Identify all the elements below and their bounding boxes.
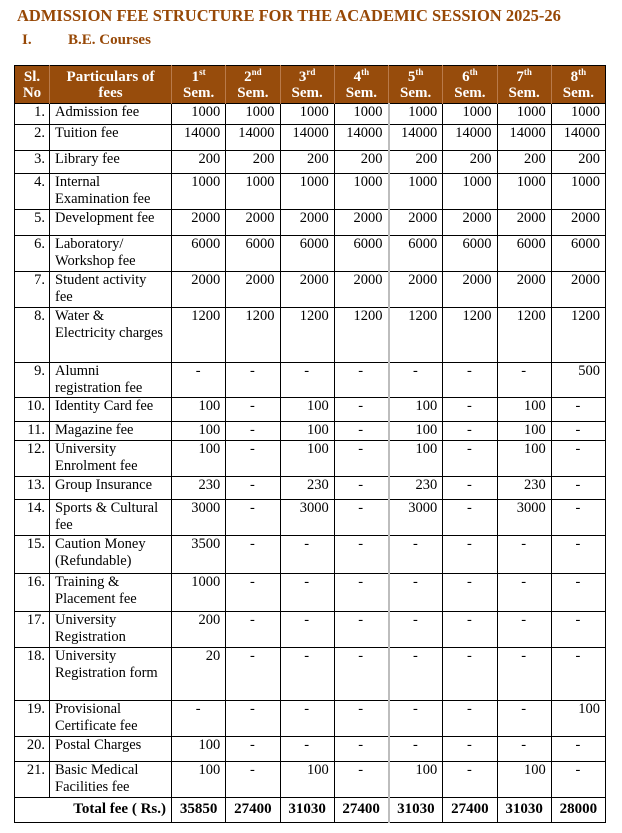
- row-particular: University Registration form: [50, 648, 172, 701]
- row-sem-7-value: 14000: [497, 125, 551, 151]
- row-sl-no: 9.: [15, 363, 50, 398]
- row-sem-1-value: 100: [172, 737, 226, 762]
- row-sem-6-value: 2000: [443, 272, 497, 308]
- row-sem-1-value: 200: [172, 151, 226, 174]
- row-sem-5-value: -: [389, 363, 443, 398]
- row-particular: Caution Money (Refundable): [50, 536, 172, 574]
- row-sem-3-value: 3000: [280, 500, 334, 536]
- total-label: Total fee ( Rs.): [15, 798, 172, 823]
- row-sem-8-value: 2000: [551, 210, 605, 236]
- row-sem-3-value: 1000: [280, 104, 334, 125]
- total-sem-8: 28000: [551, 798, 605, 823]
- table-row: [15, 398, 606, 422]
- row-particular: Internal Examination fee: [50, 174, 172, 210]
- row-sem-6-value: -: [443, 422, 497, 441]
- row-sem-2-value: 1000: [226, 104, 280, 125]
- row-sem-4-value: 1000: [334, 174, 388, 210]
- row-sem-1-value: 20: [172, 648, 226, 701]
- row-sem-1-value: 100: [172, 422, 226, 441]
- row-particular: Group Insurance: [50, 477, 172, 500]
- row-sem-5-value: -: [389, 612, 443, 648]
- total-sem-4: 27400: [334, 798, 388, 823]
- section-number: I.: [22, 32, 32, 48]
- row-sl-no: 4.: [15, 174, 50, 210]
- row-sem-1-value: 200: [172, 612, 226, 648]
- row-sem-8-value: 1000: [551, 174, 605, 210]
- row-sem-7-value: 1000: [497, 104, 551, 125]
- table-row: [15, 174, 606, 210]
- row-sem-8-value: -: [551, 762, 605, 798]
- row-sl-no: 17.: [15, 612, 50, 648]
- header-sem-2: 2nd Sem.: [226, 66, 280, 104]
- header-sem-6: 6th Sem.: [443, 66, 497, 104]
- row-sl-no: 5.: [15, 210, 50, 236]
- total-sem-2: 27400: [226, 798, 280, 823]
- row-sem-8-value: -: [551, 441, 605, 477]
- row-sl-no: 3.: [15, 151, 50, 174]
- table-header-row: [15, 66, 606, 104]
- row-sem-7-value: 1200: [497, 308, 551, 363]
- row-sem-8-value: -: [551, 500, 605, 536]
- row-sem-7-value: 100: [497, 441, 551, 477]
- row-sem-2-value: -: [226, 648, 280, 701]
- total-sem-7: 31030: [497, 798, 551, 823]
- row-sem-4-value: 200: [334, 151, 388, 174]
- row-sem-2-value: 200: [226, 151, 280, 174]
- table-row: [15, 441, 606, 477]
- row-sem-7-value: 6000: [497, 236, 551, 272]
- row-sem-2-value: 6000: [226, 236, 280, 272]
- table-row: [15, 612, 606, 648]
- row-sem-2-value: -: [226, 441, 280, 477]
- table-row: [15, 762, 606, 798]
- header-sem-5: 5th Sem.: [389, 66, 443, 104]
- row-sem-3-value: 100: [280, 398, 334, 422]
- row-sem-2-value: -: [226, 701, 280, 737]
- row-sem-8-value: -: [551, 398, 605, 422]
- table-row: [15, 210, 606, 236]
- row-sem-7-value: -: [497, 363, 551, 398]
- row-sem-1-value: 230: [172, 477, 226, 500]
- row-sem-1-value: 2000: [172, 210, 226, 236]
- row-sem-2-value: -: [226, 398, 280, 422]
- row-sl-no: 1.: [15, 104, 50, 125]
- table-row: [15, 574, 606, 612]
- row-sem-8-value: 500: [551, 363, 605, 398]
- row-sem-8-value: -: [551, 574, 605, 612]
- row-sem-5-value: -: [389, 648, 443, 701]
- table-row: [15, 737, 606, 762]
- row-sem-5-value: 100: [389, 422, 443, 441]
- row-sem-5-value: -: [389, 536, 443, 574]
- row-sem-5-value: 1000: [389, 104, 443, 125]
- row-sem-1-value: 1000: [172, 104, 226, 125]
- table-row: [15, 648, 606, 701]
- header-particulars: Particulars of fees: [50, 66, 172, 104]
- row-sem-3-value: 100: [280, 762, 334, 798]
- row-sem-1-value: 100: [172, 762, 226, 798]
- row-sem-7-value: 2000: [497, 272, 551, 308]
- row-sem-3-value: 200: [280, 151, 334, 174]
- row-sl-no: 20.: [15, 737, 50, 762]
- row-sem-3-value: 100: [280, 422, 334, 441]
- table-row: [15, 272, 606, 308]
- row-sl-no: 21.: [15, 762, 50, 798]
- row-sem-6-value: 1200: [443, 308, 497, 363]
- row-sem-6-value: 14000: [443, 125, 497, 151]
- row-sl-no: 7.: [15, 272, 50, 308]
- row-sem-8-value: 100: [551, 701, 605, 737]
- header-sem-8: 8th Sem.: [551, 66, 605, 104]
- row-sem-4-value: -: [334, 398, 388, 422]
- row-sem-3-value: -: [280, 648, 334, 701]
- row-sem-7-value: -: [497, 701, 551, 737]
- row-particular: Student activity fee: [50, 272, 172, 308]
- row-sem-7-value: -: [497, 536, 551, 574]
- row-sem-4-value: -: [334, 762, 388, 798]
- row-sem-8-value: -: [551, 477, 605, 500]
- row-sem-3-value: -: [280, 737, 334, 762]
- row-sem-3-value: 100: [280, 441, 334, 477]
- row-sem-3-value: 14000: [280, 125, 334, 151]
- row-particular: Water & Electricity charges: [50, 308, 172, 363]
- row-sem-1-value: 3500: [172, 536, 226, 574]
- row-sem-7-value: -: [497, 574, 551, 612]
- header-sem-3: 3rd Sem.: [280, 66, 334, 104]
- row-sem-5-value: 100: [389, 398, 443, 422]
- row-sem-8-value: 1000: [551, 104, 605, 125]
- row-sem-7-value: 230: [497, 477, 551, 500]
- row-sem-2-value: -: [226, 477, 280, 500]
- row-sem-5-value: 200: [389, 151, 443, 174]
- row-sem-4-value: -: [334, 701, 388, 737]
- row-sem-2-value: -: [226, 737, 280, 762]
- row-particular: Provisional Certificate fee: [50, 701, 172, 737]
- table-row: [15, 422, 606, 441]
- table-row: [15, 701, 606, 737]
- row-sl-no: 16.: [15, 574, 50, 612]
- row-sem-4-value: -: [334, 574, 388, 612]
- row-sem-4-value: -: [334, 500, 388, 536]
- table-row: [15, 308, 606, 363]
- row-sem-8-value: 2000: [551, 272, 605, 308]
- row-sem-7-value: 2000: [497, 210, 551, 236]
- row-sem-6-value: -: [443, 737, 497, 762]
- row-sl-no: 12.: [15, 441, 50, 477]
- table-body: [15, 104, 606, 823]
- row-sem-6-value: -: [443, 500, 497, 536]
- row-sem-2-value: -: [226, 363, 280, 398]
- table-row: [15, 477, 606, 500]
- row-sl-no: 11.: [15, 422, 50, 441]
- row-particular: Tuition fee: [50, 125, 172, 151]
- row-particular: Postal Charges: [50, 737, 172, 762]
- row-sem-1-value: 2000: [172, 272, 226, 308]
- row-sem-1-value: 6000: [172, 236, 226, 272]
- row-sem-1-value: -: [172, 701, 226, 737]
- row-sem-7-value: -: [497, 612, 551, 648]
- row-sem-3-value: -: [280, 701, 334, 737]
- table-row: [15, 500, 606, 536]
- header-sl-no: Sl. No: [15, 66, 50, 104]
- row-sem-6-value: -: [443, 398, 497, 422]
- row-sl-no: 14.: [15, 500, 50, 536]
- row-sem-1-value: 100: [172, 441, 226, 477]
- row-sem-7-value: 100: [497, 398, 551, 422]
- row-sem-8-value: -: [551, 737, 605, 762]
- row-sem-7-value: 100: [497, 762, 551, 798]
- row-sem-4-value: 6000: [334, 236, 388, 272]
- row-sem-1-value: 100: [172, 398, 226, 422]
- row-sem-2-value: 14000: [226, 125, 280, 151]
- row-sem-7-value: 3000: [497, 500, 551, 536]
- row-sem-8-value: 1200: [551, 308, 605, 363]
- row-sem-2-value: 1000: [226, 174, 280, 210]
- row-sl-no: 18.: [15, 648, 50, 701]
- row-particular: Basic Medical Facilities fee: [50, 762, 172, 798]
- table-row: [15, 363, 606, 398]
- table-row: [15, 104, 606, 125]
- row-sem-5-value: 230: [389, 477, 443, 500]
- row-sl-no: 10.: [15, 398, 50, 422]
- header-sem-7: 7th Sem.: [497, 66, 551, 104]
- row-sem-8-value: 14000: [551, 125, 605, 151]
- row-particular: Training & Placement fee: [50, 574, 172, 612]
- row-sem-7-value: -: [497, 648, 551, 701]
- row-sem-2-value: -: [226, 574, 280, 612]
- row-sem-3-value: -: [280, 536, 334, 574]
- row-sem-7-value: 100: [497, 422, 551, 441]
- row-sem-2-value: 2000: [226, 210, 280, 236]
- row-sem-6-value: -: [443, 612, 497, 648]
- row-sem-4-value: -: [334, 612, 388, 648]
- row-sl-no: 2.: [15, 125, 50, 151]
- row-sem-4-value: -: [334, 441, 388, 477]
- row-sem-3-value: -: [280, 612, 334, 648]
- row-sem-5-value: 14000: [389, 125, 443, 151]
- row-sem-2-value: -: [226, 422, 280, 441]
- row-sem-8-value: -: [551, 536, 605, 574]
- row-sem-1-value: 1000: [172, 574, 226, 612]
- row-sem-5-value: 2000: [389, 272, 443, 308]
- row-sl-no: 8.: [15, 308, 50, 363]
- table-row: [15, 536, 606, 574]
- row-particular: University Registration: [50, 612, 172, 648]
- section-title: B.E. Courses: [68, 32, 151, 48]
- header-sem-1: 1st Sem.: [172, 66, 226, 104]
- row-sem-6-value: 200: [443, 151, 497, 174]
- row-particular: Development fee: [50, 210, 172, 236]
- row-sem-6-value: 2000: [443, 210, 497, 236]
- row-sem-6-value: -: [443, 477, 497, 500]
- row-sem-4-value: -: [334, 363, 388, 398]
- row-sem-5-value: 2000: [389, 210, 443, 236]
- row-sem-5-value: 100: [389, 441, 443, 477]
- row-sem-4-value: -: [334, 648, 388, 701]
- section-heading: [22, 32, 151, 49]
- row-sem-6-value: -: [443, 574, 497, 612]
- row-sem-5-value: 100: [389, 762, 443, 798]
- row-particular: Admission fee: [50, 104, 172, 125]
- row-sem-6-value: 1000: [443, 104, 497, 125]
- total-sem-6: 27400: [443, 798, 497, 823]
- row-sem-4-value: 1000: [334, 104, 388, 125]
- row-sem-8-value: 200: [551, 151, 605, 174]
- row-particular: Sports & Cultural fee: [50, 500, 172, 536]
- row-sem-1-value: 3000: [172, 500, 226, 536]
- row-sem-4-value: -: [334, 737, 388, 762]
- row-sem-6-value: -: [443, 648, 497, 701]
- row-sem-4-value: 2000: [334, 272, 388, 308]
- row-sem-5-value: 3000: [389, 500, 443, 536]
- row-sem-6-value: 6000: [443, 236, 497, 272]
- table-row: [15, 151, 606, 174]
- row-sem-6-value: -: [443, 762, 497, 798]
- row-particular: Laboratory/ Workshop fee: [50, 236, 172, 272]
- row-sem-5-value: 1000: [389, 174, 443, 210]
- row-sem-5-value: 6000: [389, 236, 443, 272]
- row-particular: Alumni registration fee: [50, 363, 172, 398]
- total-sem-5: 31030: [389, 798, 443, 823]
- total-sem-1: 35850: [172, 798, 226, 823]
- header-sem-4: 4th Sem.: [334, 66, 388, 104]
- row-sem-3-value: 2000: [280, 210, 334, 236]
- row-sem-8-value: -: [551, 422, 605, 441]
- row-sl-no: 15.: [15, 536, 50, 574]
- row-sem-3-value: 6000: [280, 236, 334, 272]
- row-sem-3-value: 1200: [280, 308, 334, 363]
- row-sem-7-value: 1000: [497, 174, 551, 210]
- row-sem-5-value: -: [389, 737, 443, 762]
- row-sem-6-value: -: [443, 441, 497, 477]
- fee-structure-table: [14, 65, 606, 823]
- row-particular: Library fee: [50, 151, 172, 174]
- row-sem-1-value: 14000: [172, 125, 226, 151]
- row-sem-1-value: 1000: [172, 174, 226, 210]
- row-sem-5-value: 1200: [389, 308, 443, 363]
- row-sem-3-value: 2000: [280, 272, 334, 308]
- row-sem-4-value: 14000: [334, 125, 388, 151]
- row-sem-1-value: 1200: [172, 308, 226, 363]
- row-sl-no: 19.: [15, 701, 50, 737]
- row-sem-4-value: -: [334, 422, 388, 441]
- row-sem-2-value: -: [226, 612, 280, 648]
- row-sem-4-value: 2000: [334, 210, 388, 236]
- row-sem-2-value: -: [226, 536, 280, 574]
- row-sem-4-value: -: [334, 536, 388, 574]
- table-row: [15, 236, 606, 272]
- row-sem-8-value: -: [551, 648, 605, 701]
- row-sem-6-value: 1000: [443, 174, 497, 210]
- row-particular: Magazine fee: [50, 422, 172, 441]
- row-sem-7-value: -: [497, 737, 551, 762]
- row-sem-4-value: 1200: [334, 308, 388, 363]
- row-particular: University Enrolment fee: [50, 441, 172, 477]
- row-sem-4-value: -: [334, 477, 388, 500]
- document-title: ADMISSION FEE STRUCTURE FOR THE ACADEMIC SESSION 2025-26: [17, 6, 561, 25]
- row-sem-1-value: -: [172, 363, 226, 398]
- row-sem-6-value: -: [443, 363, 497, 398]
- row-sem-3-value: -: [280, 574, 334, 612]
- row-sem-2-value: 2000: [226, 272, 280, 308]
- total-sem-3: 31030: [280, 798, 334, 823]
- row-sem-7-value: 200: [497, 151, 551, 174]
- row-sem-3-value: 1000: [280, 174, 334, 210]
- row-sem-3-value: -: [280, 363, 334, 398]
- row-sem-2-value: -: [226, 762, 280, 798]
- total-row: [15, 798, 606, 823]
- row-sl-no: 6.: [15, 236, 50, 272]
- row-sem-8-value: -: [551, 612, 605, 648]
- row-particular: Identity Card fee: [50, 398, 172, 422]
- row-sem-2-value: -: [226, 500, 280, 536]
- row-sl-no: 13.: [15, 477, 50, 500]
- row-sem-5-value: -: [389, 701, 443, 737]
- row-sem-2-value: 1200: [226, 308, 280, 363]
- row-sem-6-value: -: [443, 701, 497, 737]
- row-sem-3-value: 230: [280, 477, 334, 500]
- table-row: [15, 125, 606, 151]
- row-sem-8-value: 6000: [551, 236, 605, 272]
- row-sem-5-value: -: [389, 574, 443, 612]
- row-sem-6-value: -: [443, 536, 497, 574]
